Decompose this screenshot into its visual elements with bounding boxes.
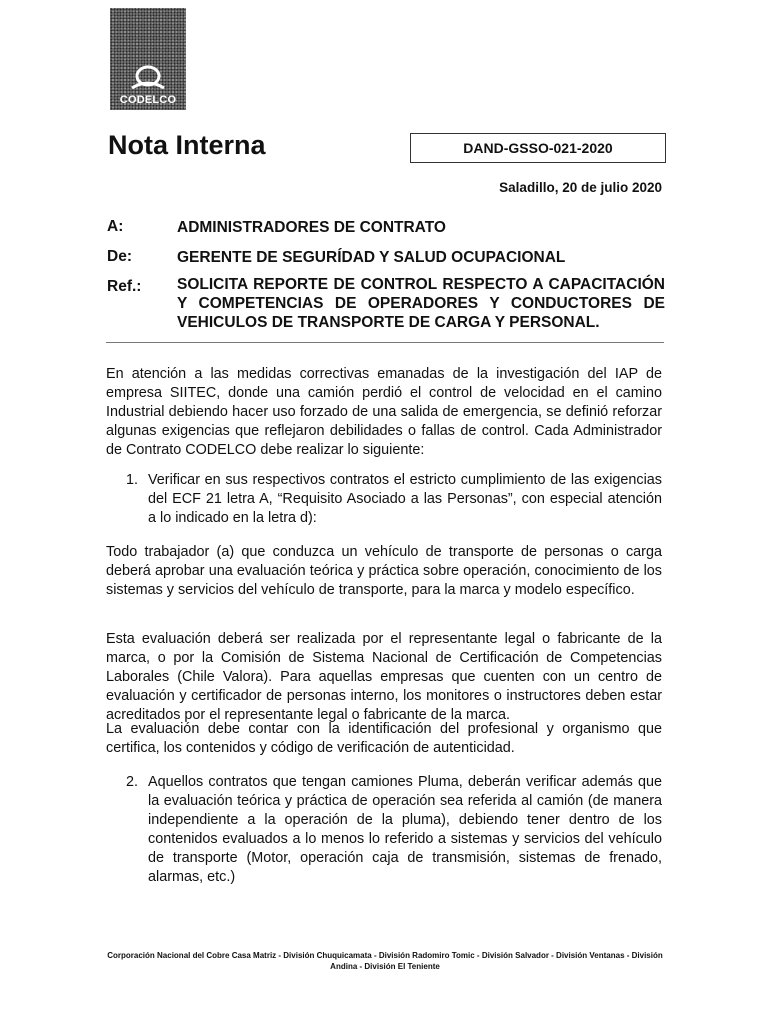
footer: Corporación Nacional del Cobre Casa Matriz - División Chuquicamata - División Radomiro Tomic - División Salvador - División Ventanas - División Andina - División El Teniente [107,951,663,971]
codelco-logo [110,8,186,110]
list-item-text: Verificar en sus respectivos contratos el estricto cumplimiento de las exigencias del ECF 21 letra A, “Requisito Asociado a las Personas”, con especial atención a lo indicado en la letra d): [148,472,662,526]
document-title: Nota Interna [108,130,266,160]
from-label: De: [107,248,132,265]
list-item-2 [126,773,662,887]
header-divider [106,342,664,343]
intro-paragraph: En atención a las medidas correctivas emanadas de la investigación del IAP de empresa SIITEC, donde una camión perdió el control de velocidad en el camino Industrial debiendo hacer uso forzado de una salida de emergencia, se definió reforzar algunas exigencias que reflejaron debilidades o fallas de control. Cada Administrador de Contrato CODELCO debe realizar lo siguiente: [106,366,662,458]
document-code: DAND-GSSO-021-2020 [410,133,666,163]
list-item-number: 1. [126,472,139,488]
paragraph-2: Todo trabajador (a) que conduzca un vehículo de transporte de personas o carga deberá aprobar una evaluación teórica y práctica sobre operación, conocimiento de los sistemas y servicios del vehículo de transporte, para la marca y modelo específico. [106,544,662,598]
logo-text: CODELCO [119,94,177,106]
list-item-number: 2. [126,774,139,790]
from-value: GERENTE DE SEGURÍDAD Y SALUD OCUPACIONAL [177,249,566,266]
document-date: Saladillo, 20 de julio 2020 [499,180,662,195]
ref-value: SOLICITA REPORTE DE CONTROL RESPECTO A CAPACITACIÓN Y COMPETENCIAS DE OPERADORES Y CONDUCTORES DE VEHICULOS DE TRANSPORTE DE CARGA Y PERSONAL. [177,276,665,331]
paragraph-3: Esta evaluación deberá ser realizada por el representante legal o fabricante de la marca, o por la Comisión de Sistema Nacional de Certificación de Competencias Laborales (Chile Valora). Para aquellas empresas que cuenten con un centro de evaluación y certificador de personas interno, los monitores o instructores deben estar acreditados por el representante legal o fabricante de la marca. [106,631,662,723]
ref-label: Ref.: [107,278,142,295]
codelco-emblem-icon [128,64,168,94]
list-item-1 [126,471,662,528]
list-item-text: Aquellos contratos que tengan camiones Pluma, deberán verificar además que la evaluación teórica y práctica de operación sea referida al camión (de manera independiente a la operación de la pluma), debiendo tener dentro de los contenidos evaluados a lo menos lo referido a sistemas y servicios del vehículo de transporte (Motor, operación caja de transmisión, sistemas de frenado, alarmas, etc.) [148,774,662,885]
paragraph-4: La evaluación debe contar con la identificación del profesional y organismo que certifica, los contenidos y código de verificación de autenticidad. [106,721,662,756]
to-label: A: [107,218,124,235]
to-value: ADMINISTRADORES DE CONTRATO [177,219,446,236]
